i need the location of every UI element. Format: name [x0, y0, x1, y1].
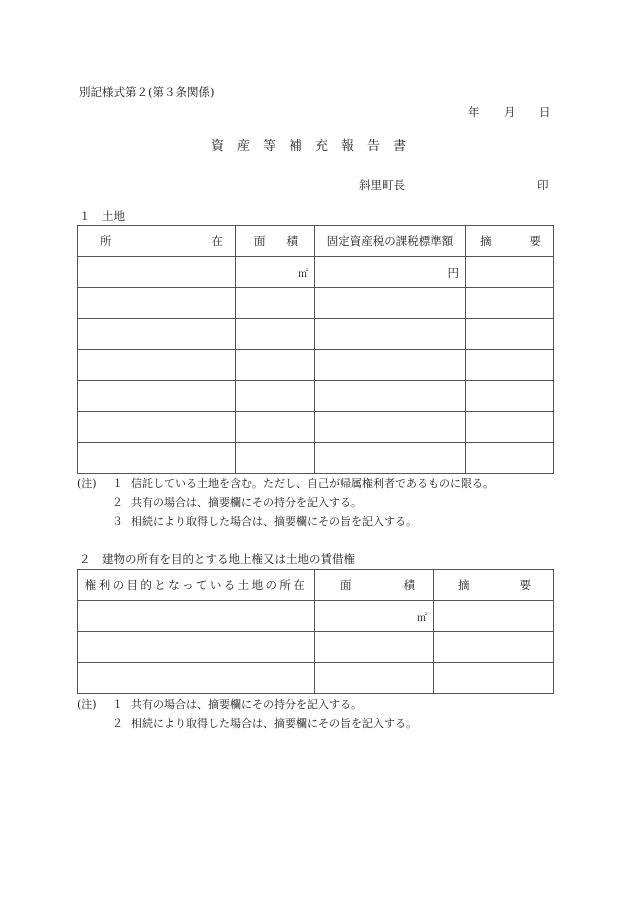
- seal-mark: 印: [537, 178, 549, 192]
- header-remarks: 摘 要: [434, 570, 554, 601]
- section1-title: １ 土地: [79, 209, 125, 223]
- remarks-cell[interactable]: [434, 601, 554, 632]
- area-cell[interactable]: ㎡: [315, 601, 434, 632]
- note-text: 共有の場合は、摘要欄にその持分を記入する。: [131, 496, 362, 509]
- tax-value-cell[interactable]: [315, 350, 466, 381]
- location-cell[interactable]: [78, 412, 236, 443]
- table-row: [78, 601, 554, 632]
- document-title: 資産等補充報告書: [210, 139, 419, 154]
- header-location: 所 在: [78, 226, 236, 257]
- note-text: 信託している土地を含む。ただし、自己が帰属権利者であるものに限る。: [131, 477, 494, 490]
- area-cell[interactable]: ㎡: [236, 257, 315, 288]
- table-row: [78, 443, 554, 474]
- header-area: 面 積: [315, 570, 434, 601]
- area-cell[interactable]: [236, 288, 315, 319]
- table-row: [78, 381, 554, 412]
- note-number: ３: [112, 515, 123, 528]
- remarks-cell[interactable]: [434, 632, 554, 663]
- location-cell[interactable]: [78, 381, 236, 412]
- tax-value-cell[interactable]: [315, 443, 466, 474]
- leasehold-table-header: [78, 570, 554, 601]
- location-cell[interactable]: [78, 257, 236, 288]
- tax-value-cell[interactable]: [315, 412, 466, 443]
- note-number: １: [112, 698, 123, 711]
- remarks-cell[interactable]: [466, 350, 554, 381]
- table-row: [78, 288, 554, 319]
- note-number: １: [112, 477, 123, 490]
- table-row: [78, 412, 554, 443]
- tax-value-cell[interactable]: [315, 319, 466, 350]
- table-row: [78, 257, 554, 288]
- area-cell[interactable]: [315, 632, 434, 663]
- remarks-cell[interactable]: [466, 443, 554, 474]
- note-text: 相続により取得した場合は、摘要欄にその旨を記入する。: [131, 717, 417, 730]
- tax-value-cell[interactable]: 円: [315, 257, 466, 288]
- note-number: ２: [112, 717, 123, 730]
- form-identifier: 別記様式第２(第３条関係): [79, 85, 215, 99]
- area-cell[interactable]: [315, 663, 434, 694]
- date-month-label: 月: [504, 105, 516, 119]
- note-text: 相続により取得した場合は、摘要欄にその旨を記入する。: [131, 515, 417, 528]
- section2-title: ２ 建物の所有を目的とする地上権又は土地の賃借権: [79, 552, 355, 566]
- area-cell[interactable]: [236, 381, 315, 412]
- notes-label: (注): [77, 477, 97, 490]
- header-remarks: 摘 要: [466, 226, 554, 257]
- remarks-cell[interactable]: [466, 257, 554, 288]
- land-location-cell[interactable]: [78, 663, 315, 694]
- notes-label: (注): [77, 698, 97, 711]
- area-cell[interactable]: [236, 412, 315, 443]
- date-year-label: 年: [468, 105, 480, 119]
- header-land-location: 権利の目的となっている土地の所在: [78, 570, 315, 601]
- remarks-cell[interactable]: [466, 288, 554, 319]
- remarks-cell[interactable]: [466, 319, 554, 350]
- remarks-cell[interactable]: [466, 412, 554, 443]
- note-number: ２: [112, 496, 123, 509]
- date-day-label: 日: [539, 105, 551, 119]
- land-table: [77, 225, 554, 474]
- remarks-cell[interactable]: [434, 663, 554, 694]
- remarks-cell[interactable]: [466, 381, 554, 412]
- table-row: [78, 632, 554, 663]
- area-cell[interactable]: [236, 319, 315, 350]
- area-cell[interactable]: [236, 443, 315, 474]
- land-table-header: [78, 226, 554, 257]
- tax-value-cell[interactable]: [315, 288, 466, 319]
- land-location-cell[interactable]: [78, 601, 315, 632]
- leasehold-table: [77, 569, 554, 694]
- table-row: [78, 319, 554, 350]
- table-row: [78, 350, 554, 381]
- header-area: 面 積: [236, 226, 315, 257]
- table-row: [78, 663, 554, 694]
- location-cell[interactable]: [78, 443, 236, 474]
- location-cell[interactable]: [78, 319, 236, 350]
- addressee: 斜里町長: [359, 178, 405, 192]
- location-cell[interactable]: [78, 288, 236, 319]
- location-cell[interactable]: [78, 350, 236, 381]
- note-text: 共有の場合は、摘要欄にその持分を記入する。: [131, 698, 362, 711]
- header-tax-value: 固定資産税の課税標準額: [315, 226, 466, 257]
- area-cell[interactable]: [236, 350, 315, 381]
- land-location-cell[interactable]: [78, 632, 315, 663]
- tax-value-cell[interactable]: [315, 381, 466, 412]
